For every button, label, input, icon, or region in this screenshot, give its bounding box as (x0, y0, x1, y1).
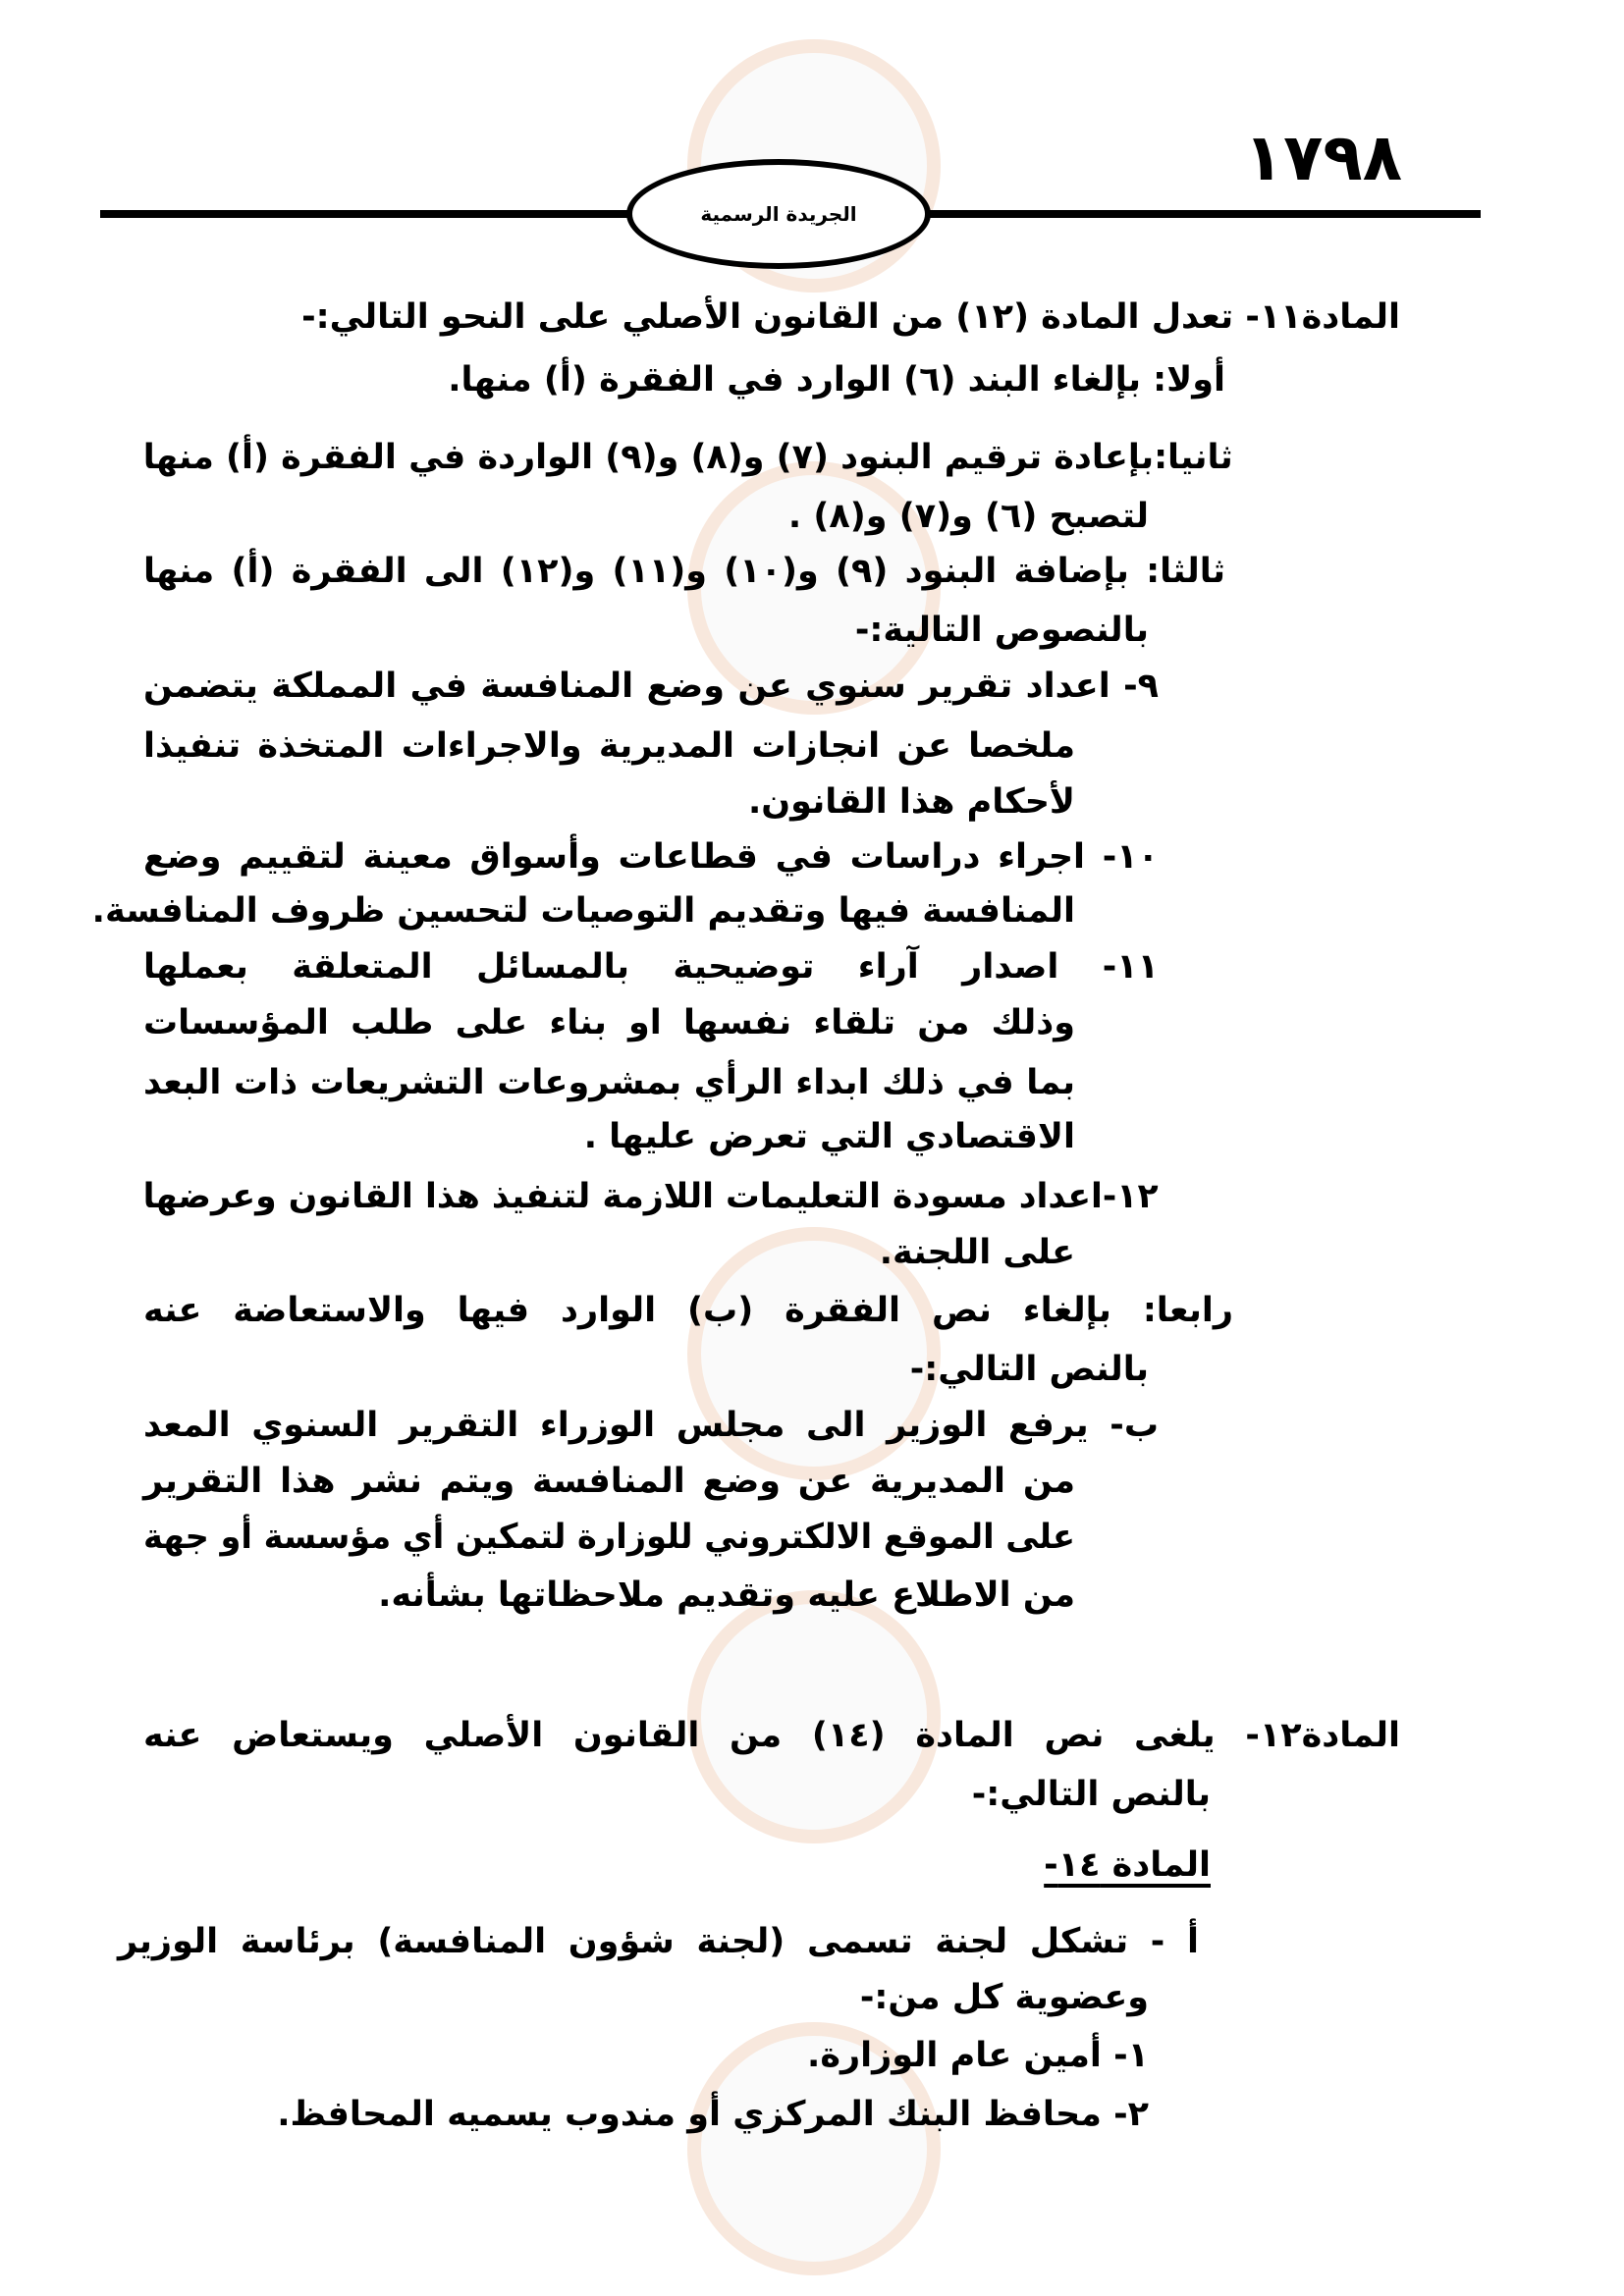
text-line: من المديرية عن وضع المنافسة ويتم نشر هذا التقرير (143, 1462, 1075, 1501)
text-line: على الموقع الالكتروني للوزارة لتمكين أي مؤسسة أو جهة (143, 1518, 1075, 1557)
text-line: لتصبح (٦) و(٧) و(٨) . (787, 497, 1149, 536)
text-line: من الاطلاع عليه وتقديم ملاحظاتها بشأنه. (378, 1575, 1075, 1615)
text-line: وعضوية كل من:- (859, 1978, 1149, 2017)
text-line: أ - تشكل لجنة تسمى (لجنة شؤون المنافسة) برئاسة الوزير (118, 1922, 1199, 1961)
article-12-heading: المادة١٢- يلغى نص المادة (١٤) من القانون الأصلي ويستعاض عنه (143, 1716, 1401, 1755)
article-14-heading: المادة ١٤- (1044, 1845, 1211, 1885)
text-line: بما في ذلك ابداء الرأي بمشروعات التشريعات ذات البعد (143, 1063, 1075, 1102)
text-line: ملخصا عن انجازات المديرية والاجراءات المتخذة تنفيذا (143, 726, 1075, 766)
text-line: ١- أمين عام الوزارة. (807, 2036, 1149, 2075)
text-line: ب- يرفع الوزير الى مجلس الوزراء التقرير السنوي المعد (143, 1406, 1159, 1445)
gazette-title: الجريدة الرسمية (700, 202, 857, 226)
text-line: ١٢-اعداد مسودة التعليمات اللازمة لتنفيذ هذا القانون وعرضها (143, 1177, 1159, 1216)
text-line: ثانيا:بإعادة ترقيم البنود (٧) و(٨) و(٩) الواردة في الفقرة (أ) منها (143, 438, 1233, 477)
text-line: الاقتصادي التي تعرض عليها . (583, 1117, 1075, 1156)
text-line: بالنصوص التالية:- (854, 611, 1149, 650)
text-line: رابعا: بإلغاء نص الفقرة (ب) الوارد فيها والاستعاضة عنه (143, 1291, 1233, 1330)
text-line: بالنص التالي:- (909, 1350, 1149, 1389)
article-11-heading: المادة١١- تعدل المادة (١٢) من القانون الأصلي على النحو التالي:- (301, 297, 1400, 337)
text-line: المنافسة فيها وتقديم التوصيات لتحسين ظروف المنافسة. (91, 891, 1075, 931)
gazette-seal (626, 159, 931, 269)
text-line: لأحكام هذا القانون. (747, 782, 1075, 822)
page-number: ١٧٩٨ (1243, 120, 1402, 195)
text-line: ٩- اعداد تقرير سنوي عن وضع المنافسة في المملكة يتضمن (143, 667, 1159, 706)
text-line: ١١- اصدار آراء توضيحية بالمسائل المتعلقة بعملها (143, 947, 1159, 987)
text-line: على اللجنة. (879, 1233, 1075, 1272)
text-line: وذلك من تلقاء نفسها او بناء على طلب المؤسسات (143, 1003, 1075, 1042)
text-line: ٢- محافظ البنك المركزي أو مندوب يسميه المحافظ. (277, 2095, 1149, 2134)
text-line: ١٠- اجراء دراسات في قطاعات وأسواق معينة لتقييم وضع (143, 837, 1159, 877)
text-line: بالنص التالي:- (971, 1775, 1211, 1814)
text-line: ثالثا: بإضافة البنود (٩) و(١٠) و(١١) و(١٢) الى الفقرة (أ) منها (143, 552, 1225, 591)
text-line: أولا: بإلغاء البند (٦) الوارد في الفقرة (أ) منها. (448, 360, 1225, 400)
